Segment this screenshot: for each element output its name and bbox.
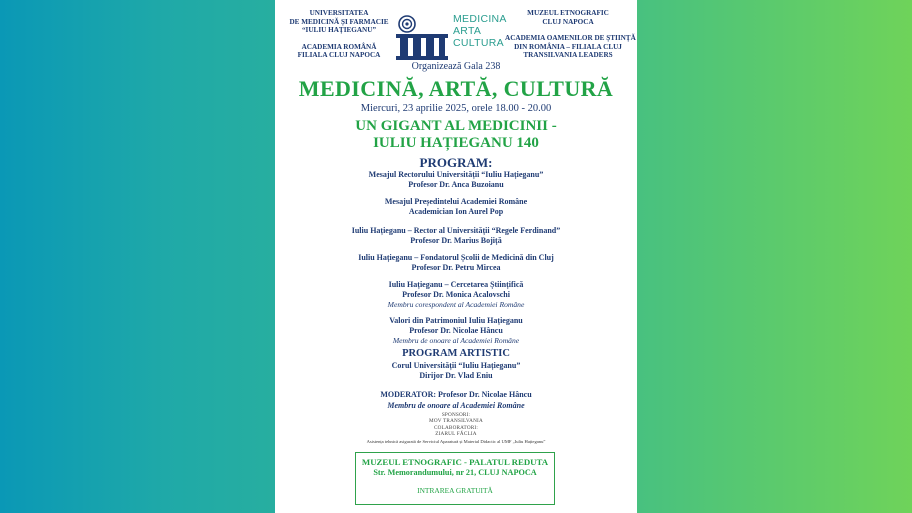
logo-wordmark bbox=[453, 13, 507, 49]
sponsors-line: ZIARUL FĂCLIA bbox=[435, 431, 477, 438]
venue-name: MUZEUL ETNOGRAFIC - PALATUL REDUTA bbox=[361, 457, 549, 467]
header-left-line: UNIVERSITATEA bbox=[309, 9, 369, 17]
program-item bbox=[275, 226, 637, 246]
logo-line: CULTURA bbox=[453, 37, 504, 49]
header-left-line: DE MEDICINĂ ȘI FARMACIE bbox=[289, 17, 389, 26]
header-right-line: DIN ROMÂNIA – FILIALA CLUJ bbox=[514, 42, 622, 51]
sponsors-line: MOV TRANSILVANIA bbox=[429, 418, 483, 425]
program-item-speaker: Profesor Dr. Monica Acalovschi bbox=[402, 290, 510, 299]
venue-address: Str. Memorandumului, nr 21, CLUJ NAPOCA bbox=[373, 468, 537, 477]
event-subtitle-line-1: UN GIGANT AL MEDICINII - bbox=[355, 118, 557, 134]
header-left-institutions bbox=[285, 9, 393, 60]
program-item-speaker: Academician Ion Aurel Pop bbox=[408, 207, 504, 216]
header-right-line: ACADEMIA OAMENILOR DE ȘTIINȚĂ bbox=[505, 34, 636, 43]
header-right-institutions bbox=[505, 9, 636, 60]
program-item-title: Iuliu Hațieganu – Fondatorul Școlii de Medicină din Cluj bbox=[358, 253, 554, 262]
program-item-speaker: Profesor Dr. Petru Mircea bbox=[411, 263, 501, 272]
event-date: Miercuri, 23 aprilie 2025, orele 18.00 - 20.00 bbox=[360, 103, 552, 114]
program-item-speaker: Profesor Dr. Nicolae Hâncu bbox=[409, 326, 503, 335]
program-item bbox=[275, 280, 637, 310]
program-item-title: Valori din Patrimoniul Iuliu Hațieganu bbox=[389, 316, 523, 325]
moderator: MODERATOR: Profesor Dr. Nicolae Hâncu bbox=[380, 390, 532, 399]
header-left-line: “IULIU HAȚIEGANU” bbox=[301, 26, 377, 35]
artistic-program bbox=[275, 361, 637, 381]
program-item bbox=[275, 170, 637, 190]
header-right-line: MUZEUL ETNOGRAFIC bbox=[527, 9, 609, 17]
sponsors-block bbox=[275, 412, 637, 438]
venue-box bbox=[355, 452, 555, 505]
technical-assistance: Asistența tehnică asigurată de Serviciul Aparatură și Material Didactic al UMF „Iuliu Hațieganu” bbox=[366, 439, 546, 444]
artistic-conductor: Dirijor Dr. Vlad Eniu bbox=[419, 371, 493, 380]
logo-line: ARTA bbox=[453, 25, 482, 37]
header-left-line: ACADEMIA ROMÂNĂ bbox=[301, 42, 377, 51]
sponsors-line: SPONSORI: bbox=[441, 412, 471, 418]
program-item-speaker: Profesor Dr. Anca Buzoianu bbox=[408, 180, 504, 189]
program-item bbox=[275, 253, 637, 273]
program-heading: PROGRAM: bbox=[419, 155, 493, 170]
program-item-title: Mesajul Președintelui Academiei Române bbox=[384, 197, 528, 206]
moderator-note: Membru de onoare al Academiei Române bbox=[387, 401, 525, 410]
gala-organizer-line: Organizează Gala 238 bbox=[411, 61, 501, 72]
header-left-line: FILIALA CLUJ NAPOCA bbox=[297, 51, 381, 60]
program-item-title: Mesajul Rectorului Universității “Iuliu Hațieganu” bbox=[368, 170, 544, 179]
header-right-line: CLUJ NAPOCA bbox=[542, 17, 594, 26]
program-item-speaker: Profesor Dr. Marius Bojiță bbox=[410, 236, 502, 245]
program-item-note: Membru de onoare al Academiei Române bbox=[392, 336, 520, 345]
program-item-note: Membru corespondent al Academiei Române bbox=[387, 300, 525, 309]
event-subtitle-line-2: IULIU HAȚIEGANU 140 bbox=[373, 135, 539, 151]
program-item bbox=[275, 197, 637, 217]
program-item bbox=[275, 316, 637, 346]
sponsors-line: COLABORATORI: bbox=[433, 424, 478, 431]
free-entry: INTRAREA GRATUITĂ bbox=[417, 486, 493, 495]
artistic-choir: Corul Universității “Iuliu Hațieganu” bbox=[391, 361, 521, 370]
logo-line: MEDICINA bbox=[453, 13, 507, 25]
event-poster bbox=[275, 0, 637, 513]
header-right-line: TRANSILVANIA LEADERS bbox=[523, 51, 613, 60]
program-item-title: Iuliu Hațieganu – Cercetarea Științifică bbox=[388, 280, 524, 289]
artistic-program-heading: PROGRAM ARTISTIC bbox=[402, 348, 510, 359]
program-item-title: Iuliu Hațieganu – Rector al Universității “Regele Ferdinand” bbox=[351, 226, 561, 235]
poster-title: MEDICINĂ, ARTĂ, CULTURĂ bbox=[298, 76, 614, 101]
